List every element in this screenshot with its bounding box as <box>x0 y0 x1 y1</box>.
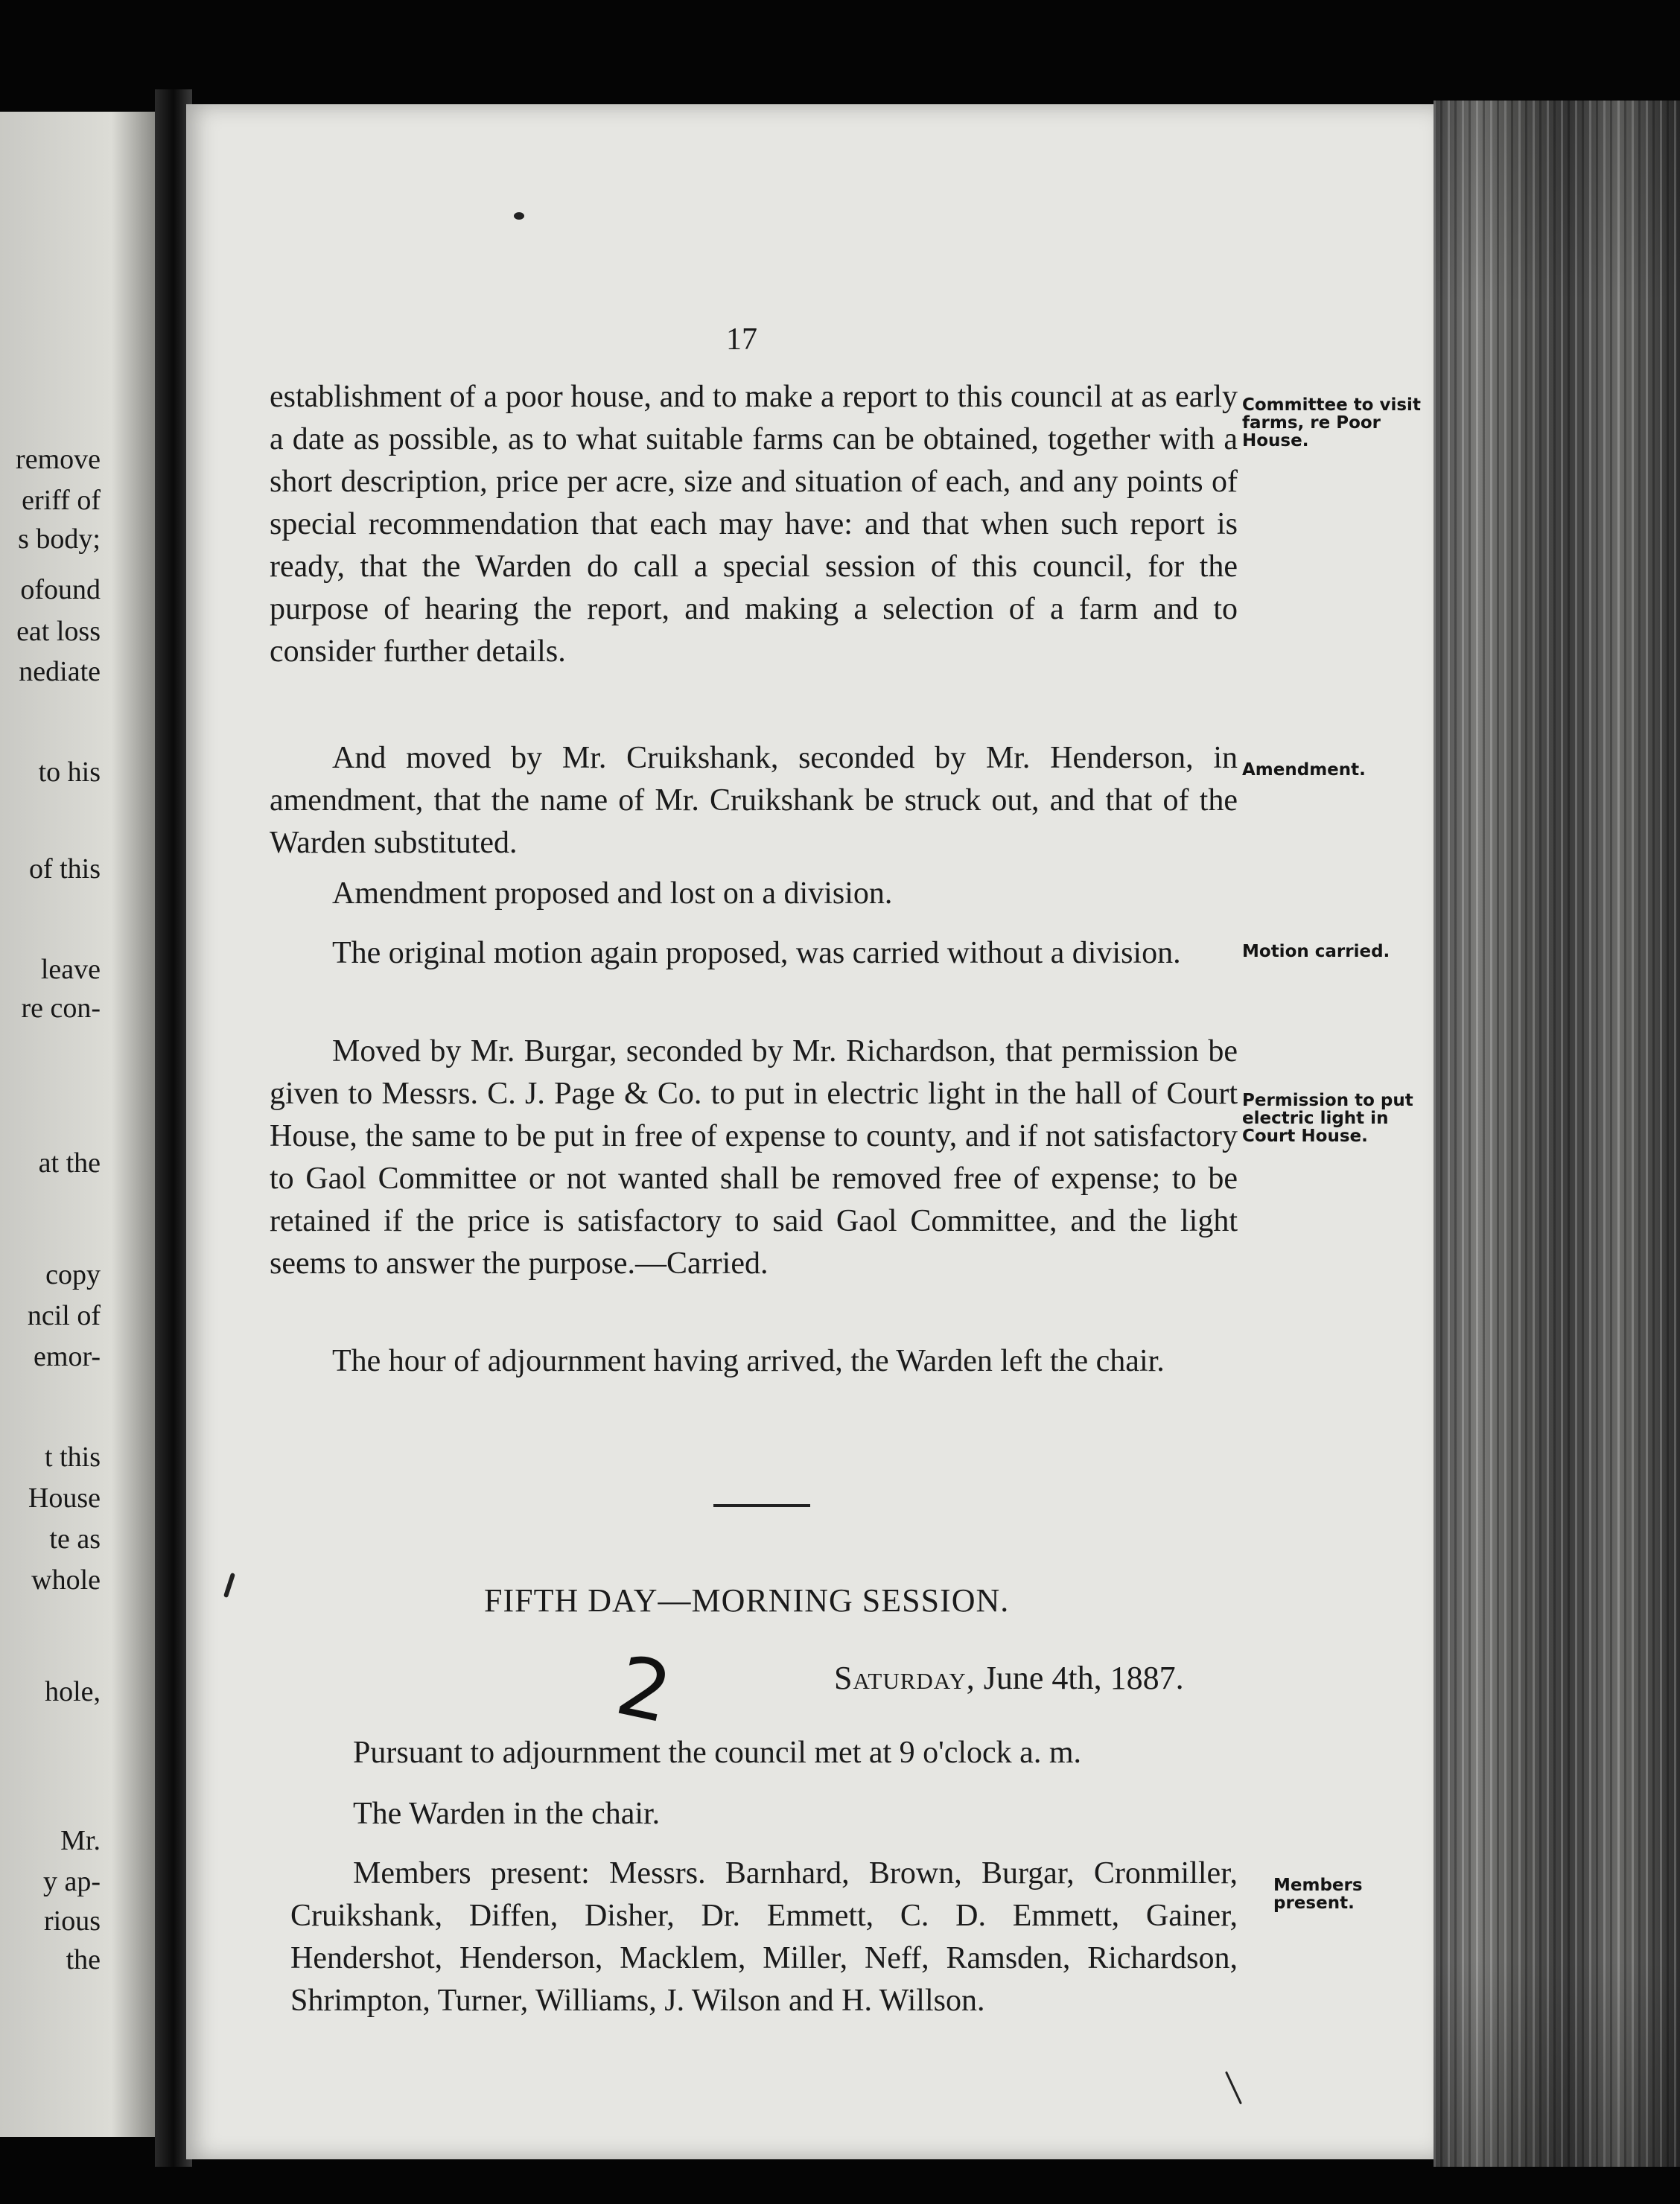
handwritten-mark: 2 <box>608 1637 680 1742</box>
page-edges <box>1434 101 1680 2167</box>
left-page-fragment: to his <box>38 757 101 788</box>
session-date <box>834 1659 1221 1697</box>
section-separator <box>713 1504 810 1507</box>
left-page-fragment: House <box>28 1482 101 1514</box>
left-page-fragment: the <box>66 1944 101 1975</box>
left-page-fragment: remove <box>16 444 101 475</box>
session-date-rest: June 4th, 1887. <box>983 1660 1184 1696</box>
left-page-fragment: hole, <box>45 1676 101 1707</box>
left-page-fragment: y ap- <box>42 1866 101 1897</box>
paragraph-amendment-lost: Amendment proposed and lost on a division. <box>332 876 893 911</box>
left-page-fragment: emor- <box>34 1341 101 1372</box>
left-page-fragment: re con- <box>21 993 101 1024</box>
paragraph-amendment: And moved by Mr. Cruikshank, seconded by Mr. Henderson, in amendment, that the name of Mr. Cruikshank be struck out, and that of the Warden substituted. <box>270 741 1238 860</box>
left-page-fragment: copy <box>45 1259 101 1290</box>
left-page-fragment: s body; <box>18 523 101 555</box>
session-heading: FIFTH DAY—MORNING SESSION. <box>484 1582 1010 1619</box>
left-page-fragment: leave <box>40 954 101 985</box>
left-page-fragment: nediate <box>19 656 101 687</box>
left-page-fragment: whole <box>31 1564 101 1596</box>
margin-note-permission: Permission to put electric light in Court House. <box>1242 1091 1413 1146</box>
paragraph-motion-carried: The original motion again proposed, was carried without a division. <box>332 936 1181 970</box>
paragraph-warden-in-chair: The Warden in the chair. <box>353 1797 661 1831</box>
left-page-fragment: of this <box>28 853 101 885</box>
margin-note-motion-carried: Motion carried. <box>1242 942 1390 961</box>
margin-note-committee: Committee to visit farms, re Poor House. <box>1242 395 1421 450</box>
left-page-fragment: eriff of <box>22 485 101 516</box>
page-number: 17 <box>726 322 757 357</box>
ink-speck <box>514 212 524 220</box>
left-page-fragment: rious <box>44 1905 101 1937</box>
paragraph-members-present: Members present: Messrs. Barnhard, Brown, Burgar, Cronmiller, Cruikshank, Diffen, Disher, Dr. Emmett, C. D. Emmett, Gainer, Hendershot, Henderson, Macklem, Miller, Neff, Ramsden, Richardson, Shrimpton, Turner, Williams, J. Wilson and H. Willson. <box>290 1856 1238 2018</box>
left-page-fragment: eat loss <box>16 616 101 647</box>
left-page-fragment: Mr. <box>60 1825 101 1856</box>
session-date-day: Saturday, <box>834 1660 976 1696</box>
paragraph-adjournment: The hour of adjournment having arrived, the Warden left the chair. <box>332 1344 1165 1378</box>
left-page-fragment: ncil of <box>27 1300 101 1331</box>
left-page-fragment: t this <box>45 1442 101 1473</box>
margin-note-amendment: Amendment. <box>1242 760 1366 780</box>
margin-note-members: Members present. <box>1273 1876 1363 1913</box>
paragraph-council-met: Pursuant to adjournment the council met at 9 o'clock a. m. <box>353 1736 1081 1770</box>
left-page-fragment: ofound <box>20 574 101 605</box>
paragraph-poor-house-report: establishment of a poor house, and to make a report to this council at as early a date as possible, as to what suitable farms can be obtained, together with a short description, price per acre, size and situation of each, and any points of special recommendation that each may have: and that when such report is ready, that the Warden do call a special session of this council, for the purpose of hearing the report, and making a selection of a farm and to consider further details. <box>270 380 1238 669</box>
paragraph-electric-light: Moved by Mr. Burgar, seconded by Mr. Richardson, that permission be given to Messrs. C. J. Page & Co. to put in electric light in the hall of Court House, the same to be put in free of expense to county, and if not satisfactory to Gaol Committee or not wanted shall be removed free of expense; to be retained if the price is satisfactory to said Gaol Committee, and the light seems to answer the purpose.—Carried. <box>270 1034 1238 1281</box>
left-page-fragment: te as <box>49 1523 101 1555</box>
left-page-fragment: at the <box>38 1147 101 1179</box>
